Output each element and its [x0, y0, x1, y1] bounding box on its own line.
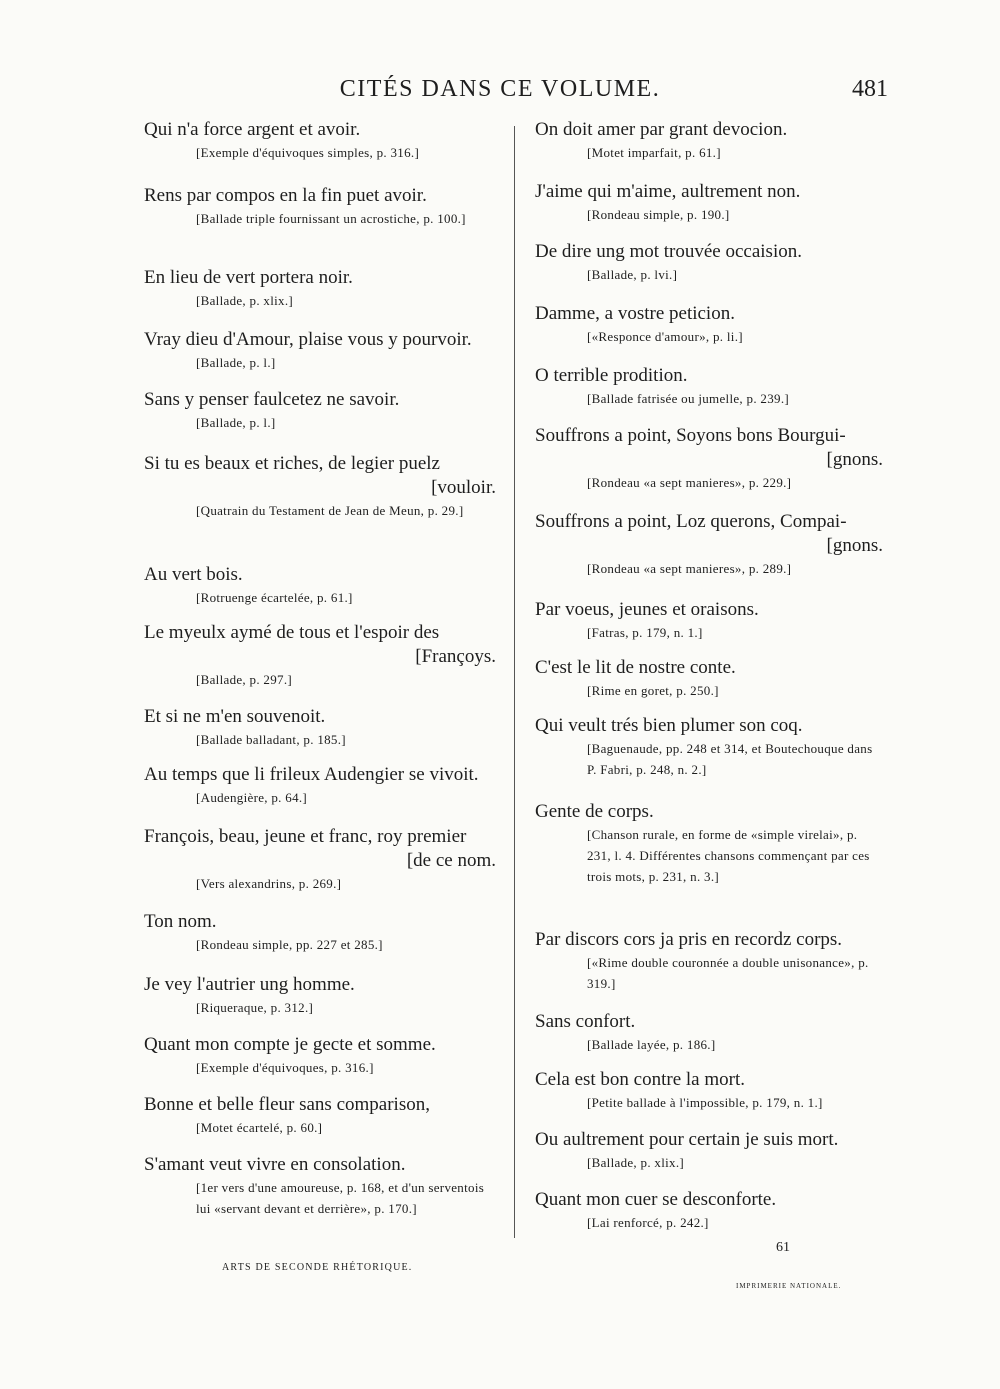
entry-reference: [1er vers d'une amoureuse, p. 168, et d'un serventois lui «servant devant et derrière», p. 170.] [196, 1180, 485, 1216]
entry-incipit: Je vey l'autrier ung homme. [144, 974, 355, 995]
entry-incipit: Ou aultrement pour certain je suis mort. [535, 1129, 839, 1150]
index-entry [535, 510, 883, 579]
entry-continuation: [Françoys. [415, 646, 496, 667]
entry-incipit: Gente de corps. [535, 801, 654, 822]
entry-continuation: [gnons. [826, 449, 883, 470]
printer-imprint: IMPRIMERIE NATIONALE. [736, 1282, 842, 1290]
index-entry [144, 184, 496, 229]
running-title: CITÉS DANS CE VOLUME. [339, 76, 661, 102]
entry-incipit: Sans confort. [535, 1011, 636, 1032]
index-entry [144, 388, 496, 433]
index-entry [535, 714, 883, 780]
entry-incipit: Damme, a vostre peticion. [535, 303, 735, 324]
entry-reference: [Exemple d'équivoques simples, p. 316.] [196, 145, 420, 160]
signature-mark: 61 [776, 1240, 790, 1255]
index-entry [144, 118, 496, 163]
index-entry [144, 266, 496, 311]
entry-reference: [Exemple d'équivoques, p. 316.] [196, 1060, 374, 1075]
entry-reference: [Rime en goret, p. 250.] [587, 683, 719, 698]
page-number: 481 [852, 76, 888, 102]
entry-incipit: Ton nom. [144, 911, 217, 932]
index-entry [535, 118, 883, 163]
entry-reference: [Lai renforcé, p. 242.] [587, 1215, 709, 1230]
index-entry [535, 1068, 883, 1113]
index-entry [144, 705, 496, 750]
index-entry [535, 424, 883, 493]
entry-incipit: Souffrons a point, Loz querons, Compai- [535, 511, 847, 532]
entry-continuation: [gnons. [826, 535, 883, 556]
entry-incipit: Vray dieu d'Amour, plaise vous y pourvoir. [144, 329, 472, 350]
entry-incipit: Sans y penser faulcetez ne savoir. [144, 389, 400, 410]
entry-incipit: Le myeulx aymé de tous et l'espoir des [144, 622, 440, 643]
footer-title: ARTS DE SECONDE RHÉTORIQUE. [222, 1262, 413, 1273]
entry-incipit: Si tu es beaux et riches, de legier puelz [144, 453, 440, 474]
entry-reference: [Rotruenge écartelée, p. 61.] [196, 590, 353, 605]
entry-reference: [Ballade, p. 297.] [196, 672, 293, 687]
entry-reference: [Rondeau «a sept manieres», p. 229.] [587, 475, 792, 490]
entry-incipit: J'aime qui m'aime, aultrement non. [535, 181, 801, 202]
entry-continuation: [vouloir. [431, 477, 496, 498]
entry-incipit: Quant mon compte je gecte et somme. [144, 1034, 436, 1055]
entry-reference: [Rondeau simple, p. 190.] [587, 207, 730, 222]
index-entry [144, 1033, 496, 1078]
entry-reference: [Motet écartelé, p. 60.] [196, 1120, 323, 1135]
index-entry [535, 302, 883, 347]
entry-reference: [Rondeau simple, pp. 227 et 285.] [196, 937, 383, 952]
entry-incipit: Quant mon cuer se desconforte. [535, 1189, 777, 1210]
entry-incipit: Qui veult trés bien plumer son coq. [535, 715, 803, 736]
entry-incipit: Qui n'a force argent et avoir. [144, 119, 361, 140]
index-entry [144, 328, 496, 373]
entry-reference: [Fatras, p. 179, n. 1.] [587, 625, 703, 640]
entry-incipit: O terrible prodition. [535, 365, 688, 386]
entry-reference: [Ballade triple fournissant un acrostiche, p. 100.] [196, 211, 466, 226]
entry-reference: [Ballade layée, p. 186.] [587, 1037, 716, 1052]
entry-incipit: François, beau, jeune et franc, roy premier [144, 826, 467, 847]
index-entry [144, 1153, 496, 1219]
entry-reference: [Ballade, p. l.] [196, 355, 276, 370]
entry-incipit: Cela est bon contre la mort. [535, 1069, 745, 1090]
entry-incipit: Au temps que li frileux Audengier se vivoit. [144, 764, 479, 785]
index-entry [535, 180, 883, 225]
entry-incipit: Par discors cors ja pris en recordz corps. [535, 929, 843, 950]
entry-incipit: Rens par compos en la fin puet avoir. [144, 185, 427, 206]
entry-incipit: Par voeus, jeunes et oraisons. [535, 599, 759, 620]
entry-incipit: Au vert bois. [144, 564, 243, 585]
entry-reference: [Rondeau «a sept manieres», p. 289.] [587, 561, 792, 576]
entry-incipit: En lieu de vert portera noir. [144, 267, 353, 288]
entry-reference: [«Responce d'amour», p. li.] [587, 329, 743, 344]
entry-incipit: S'amant veut vivre en consolation. [144, 1154, 406, 1175]
index-entry [144, 1093, 496, 1138]
index-entry [144, 973, 496, 1018]
entry-continuation: [de ce nom. [406, 850, 496, 871]
index-entry [144, 825, 496, 894]
index-entry [535, 1128, 883, 1173]
entry-incipit: Souffrons a point, Soyons bons Bourgui- [535, 425, 846, 446]
index-entry [535, 598, 883, 643]
entry-incipit: Et si ne m'en souvenoit. [144, 706, 326, 727]
index-entry [144, 563, 496, 608]
index-entry [144, 452, 496, 521]
entry-reference: [Ballade, p. lvi.] [587, 267, 678, 282]
entry-incipit: De dire ung mot trouvée occaision. [535, 241, 802, 262]
index-entry [535, 1010, 883, 1055]
index-entry [535, 656, 883, 701]
entry-reference: [Motet imparfait, p. 61.] [587, 145, 721, 160]
index-entry [535, 800, 883, 887]
index-entry [535, 928, 883, 994]
index-entry [144, 910, 496, 955]
entry-reference: [Ballade, p. xlix.] [587, 1155, 685, 1170]
entry-reference: [Baguenaude, pp. 248 et 314, et Boutechouque dans P. Fabri, p. 248, n. 2.] [587, 741, 873, 777]
entry-reference: [Ballade fatrisée ou jumelle, p. 239.] [587, 391, 790, 406]
entry-reference: [Vers alexandrins, p. 269.] [196, 876, 342, 891]
entry-incipit: On doit amer par grant devocion. [535, 119, 788, 140]
index-entry [535, 240, 883, 285]
index-entry [144, 621, 496, 690]
entry-reference: [Riqueraque, p. 312.] [196, 1000, 314, 1015]
entry-incipit: C'est le lit de nostre conte. [535, 657, 736, 678]
entry-reference: [«Rime double couronnée a double unisonance», p. 319.] [587, 955, 869, 991]
column-rule [514, 126, 515, 1238]
entry-reference: [Quatrain du Testament de Jean de Meun, p. 29.] [196, 503, 464, 518]
entry-reference: [Chanson rurale, en forme de «simple virelai», p. 231, l. 4. Différentes chansons commençant par ces trois mots, p. 231, n. 3.] [587, 827, 870, 884]
entry-reference: [Ballade, p. l.] [196, 415, 276, 430]
entry-incipit: Bonne et belle fleur sans comparison, [144, 1094, 430, 1115]
index-entry [535, 364, 883, 409]
entry-reference: [Ballade, p. xlix.] [196, 293, 294, 308]
entry-reference: [Audengière, p. 64.] [196, 790, 308, 805]
index-entry [535, 1188, 883, 1233]
entry-reference: [Ballade balladant, p. 185.] [196, 732, 346, 747]
index-entry [144, 763, 496, 808]
entry-reference: [Petite ballade à l'impossible, p. 179, n. 1.] [587, 1095, 823, 1110]
